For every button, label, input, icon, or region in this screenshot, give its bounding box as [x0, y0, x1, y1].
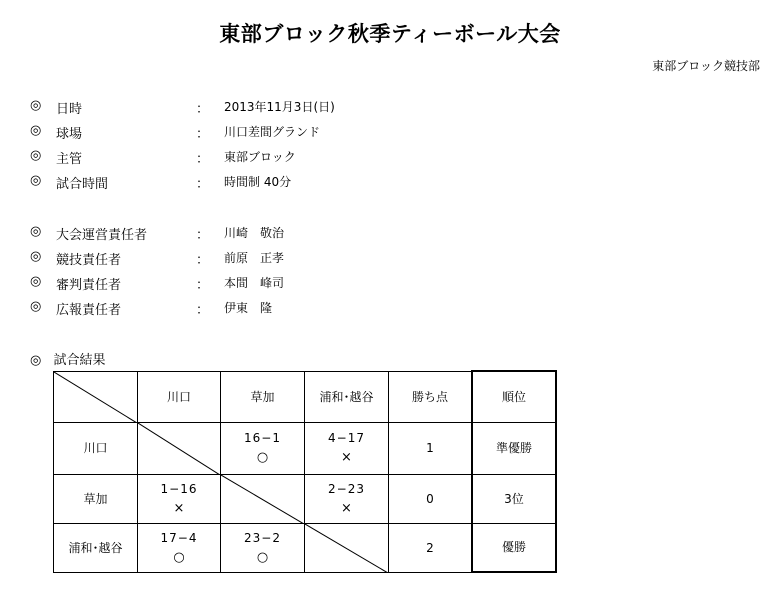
points-cell: 1 — [389, 422, 473, 474]
header-rank: 順位 — [472, 371, 556, 422]
official-name: 本間 峰司 — [224, 276, 285, 290]
info-label: 試合時間 — [56, 177, 109, 192]
result-mark: × — [173, 500, 185, 516]
official-name: 伊東 隆 — [224, 301, 273, 315]
table-row — [54, 474, 557, 523]
diagonal-line — [305, 524, 388, 573]
result-mark: ○ — [173, 549, 185, 565]
score: 1−16 — [160, 481, 198, 496]
results-heading — [30, 349, 106, 368]
rank-cell: 優勝 — [472, 523, 556, 572]
self-match-cell — [305, 523, 389, 572]
score: 4−17 — [328, 431, 365, 445]
table-row — [54, 523, 557, 572]
score: 17−4 — [160, 530, 198, 545]
result-mark: ○ — [256, 549, 269, 565]
colon: ： — [196, 228, 210, 243]
results-table — [53, 370, 557, 573]
colon: ： — [196, 127, 210, 142]
colon: ： — [196, 152, 210, 167]
bullet-icon: ◎ — [30, 353, 42, 368]
official-label: 広報責任者 — [56, 303, 122, 318]
result-mark: × — [341, 450, 352, 465]
info-label: 日時 — [56, 102, 83, 117]
score: 2−23 — [328, 481, 365, 496]
score-cell — [305, 422, 389, 474]
info-label: 球場 — [56, 127, 83, 142]
bullet-icon: ◎ — [30, 173, 42, 188]
bullet-icon: ◎ — [30, 148, 42, 163]
score: 16−1 — [244, 431, 281, 445]
page-title: 東部ブロック秋季ティーボール大会 — [219, 22, 561, 46]
official-name: 川崎 敬治 — [224, 226, 285, 240]
score-cell — [138, 523, 221, 572]
score-cell — [305, 474, 389, 523]
bullet-icon: ◎ — [30, 274, 42, 289]
colon: ： — [196, 177, 210, 192]
diagonal-line — [54, 372, 137, 423]
colon: ： — [196, 278, 210, 293]
points-cell: 2 — [389, 523, 473, 572]
points-cell: 0 — [389, 474, 473, 523]
row-team: 浦和･越谷 — [54, 523, 138, 572]
result-mark: × — [341, 500, 352, 516]
header-row — [54, 371, 557, 422]
corner-cell — [54, 371, 138, 422]
organizer-label: 東部ブロック競技部 — [652, 59, 760, 73]
official-label: 競技責任者 — [56, 253, 122, 268]
colon: ： — [196, 102, 210, 117]
diagonal-line — [138, 423, 220, 475]
header-points: 勝ち点 — [389, 371, 473, 422]
result-mark: ○ — [256, 450, 269, 465]
diagonal-line — [221, 475, 304, 524]
official-label: 審判責任者 — [56, 278, 122, 293]
header-team: 浦和･越谷 — [305, 371, 389, 422]
info-value: 東部ブロック — [224, 150, 296, 164]
official-name: 前原 正孝 — [224, 251, 285, 265]
row-team: 草加 — [54, 474, 138, 523]
header-team: 川口 — [138, 371, 221, 422]
info-value: 川口差間グランド — [224, 125, 321, 139]
self-match-cell — [138, 422, 221, 474]
table-row — [54, 422, 557, 474]
bullet-icon: ◎ — [30, 224, 42, 239]
self-match-cell — [221, 474, 305, 523]
results-heading-label: 試合結果 — [53, 353, 106, 368]
colon: ： — [196, 303, 210, 318]
score: 23−2 — [244, 530, 281, 545]
bullet-icon: ◎ — [30, 123, 42, 138]
score-cell — [221, 523, 305, 572]
bullet-icon: ◎ — [30, 299, 42, 314]
info-value: 2013年11月3日(日) — [224, 100, 335, 114]
info-label: 主管 — [56, 152, 83, 167]
rank-cell: 3位 — [472, 474, 556, 523]
bullet-icon: ◎ — [30, 98, 42, 113]
score-cell — [221, 422, 305, 474]
official-label: 大会運営責任者 — [56, 228, 148, 243]
rank-cell: 準優勝 — [472, 422, 556, 474]
colon: ： — [196, 253, 210, 268]
row-team: 川口 — [54, 422, 138, 474]
info-value: 時間制 40分 — [224, 175, 292, 189]
bullet-icon: ◎ — [30, 249, 42, 264]
header-team: 草加 — [221, 371, 305, 422]
score-cell — [138, 474, 221, 523]
